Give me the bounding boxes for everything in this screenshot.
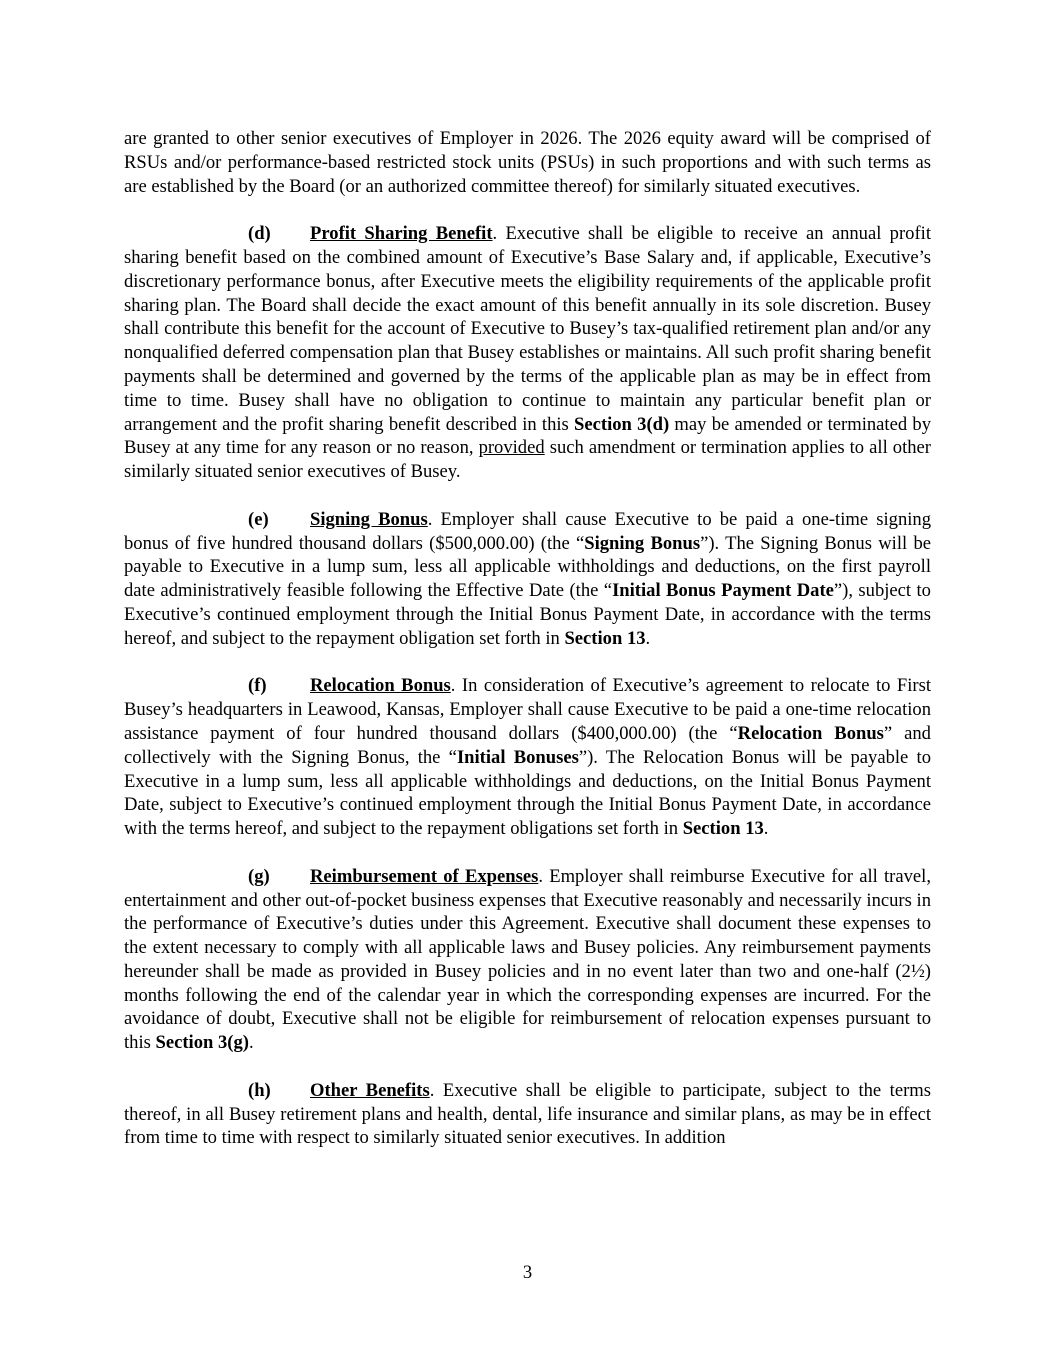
section-label: (e) <box>248 508 269 530</box>
section-e-signing-bonus: (e) Signing Bonus. Employer shall cause Executive to be paid a one-time signing bonus of five hundred thousand dollars ($500,000.00) (the “Signing Bonus”). The Signing Bonus will be payable to Executive in a lump sum, less all applicable withholdings and deductions, on the first payroll date administratively feasible following the Effective Date (the “Initial Bonus Payment Date”), subject to Executive’s continued employment through the Initial Bonus Payment Date, in accordance with the terms hereof, and subject to the repayment obligation set forth in Section 13. <box>124 508 931 649</box>
section-heading: Other Benefits <box>310 1079 430 1101</box>
section-label: (h) <box>248 1079 271 1101</box>
section-label: (d) <box>248 223 271 245</box>
document-page <box>124 127 931 1174</box>
defined-term: Initial Bonuses <box>456 746 579 768</box>
section-heading: Reimbursement of Expenses <box>310 865 539 887</box>
section-heading: Signing Bonus <box>310 508 428 530</box>
section-g-reimbursement: (g) Reimbursement of Expenses. Employer shall reimburse Executive for all travel, entertainment and other out-of-pocket business expenses that Executive reasonably and necessarily incurs in the performance of Executive’s duties under this Agreement. Executive shall document these expenses to the extent necessary to comply with all applicable laws and Busey policies. Any reimbursement payments hereunder shall be made as provided in Busey policies and in no event later than two and one-half (2½) months following the end of the calendar year in which the corresponding expenses are incurred. For the avoidance of doubt, Executive shall not be eligible for reimbursement of relocation expenses pursuant to this Section 3(g). <box>124 865 931 1054</box>
defined-term: Relocation Bonus <box>737 722 884 744</box>
section-d-profit-sharing: (d) Profit Sharing Benefit. Executive shall be eligible to receive an annual profit sharing benefit based on the combined amount of Executive’s Base Salary and, if applicable, Executive’s discretionary performance bonus, after Executive meets the eligibility requirements of the applicable profit sharing plan. The Board shall decide the exact amount of this benefit annually in its sole discretion. Busey shall contribute this benefit for the account of Executive to Busey’s tax-qualified retirement plan and/or any nonqualified deferred compensation plan that Busey establishes or maintains. All such profit sharing benefit payments shall be determined and governed by the terms of the applicable plan as may be in effect from time to time. Busey shall have no obligation to continue to maintain any particular benefit plan or arrangement and the profit sharing benefit described in this Section 3(d) may be amended or terminated by Busey at any time for any reason or no reason, provided such amendment or termination applies to all other similarly situated senior executives of Busey. <box>124 223 931 483</box>
section-label: (f) <box>248 675 267 697</box>
underlined-term: provided <box>478 437 545 459</box>
section-reference: Section 3(d) <box>574 413 670 435</box>
section-heading: Relocation Bonus <box>310 675 451 697</box>
section-label: (g) <box>248 865 270 887</box>
section-h-other-benefits: (h) Other Benefits. Executive shall be eligible to participate, subject to the terms thereof, in all Busey retirement plans and health, dental, life insurance and similar plans, as may be in effect from time to time with respect to similarly situated senior executives. In addition <box>124 1079 931 1149</box>
defined-term: Signing Bonus <box>584 532 701 554</box>
defined-term: Initial Bonus Payment Date <box>612 580 834 602</box>
section-reference: Section 13 <box>564 627 646 649</box>
section-reference: Section 3(g) <box>155 1032 249 1054</box>
section-reference: Section 13 <box>682 818 764 840</box>
intro-paragraph: are granted to other senior executives of Employer in 2026. The 2026 equity award will be comprised of RSUs and/or performance-based restricted stock units (PSUs) in such proportions and with such terms as are established by the Board (or an authorized committee thereof) for similarly situated executives. <box>124 128 931 197</box>
section-heading: Profit Sharing Benefit <box>310 223 493 245</box>
page-number: 3 <box>522 1262 533 1283</box>
section-f-relocation-bonus: (f) Relocation Bonus. In consideration of Executive’s agreement to relocate to First Busey’s headquarters in Leawood, Kansas, Employer shall cause Executive to be paid a one-time relocation assistance payment of four hundred thousand dollars ($400,000.00) (the “Relocation Bonus” and collectively with the Signing Bonus, the “Initial Bonuses”). The Relocation Bonus will be payable to Executive in a lump sum, less all applicable withholdings and deductions, on the Initial Bonus Payment Date, subject to Executive’s continued employment through the Initial Bonus Payment Date, in accordance with the terms hereof, and subject to the repayment obligations set forth in Section 13. <box>124 675 931 840</box>
